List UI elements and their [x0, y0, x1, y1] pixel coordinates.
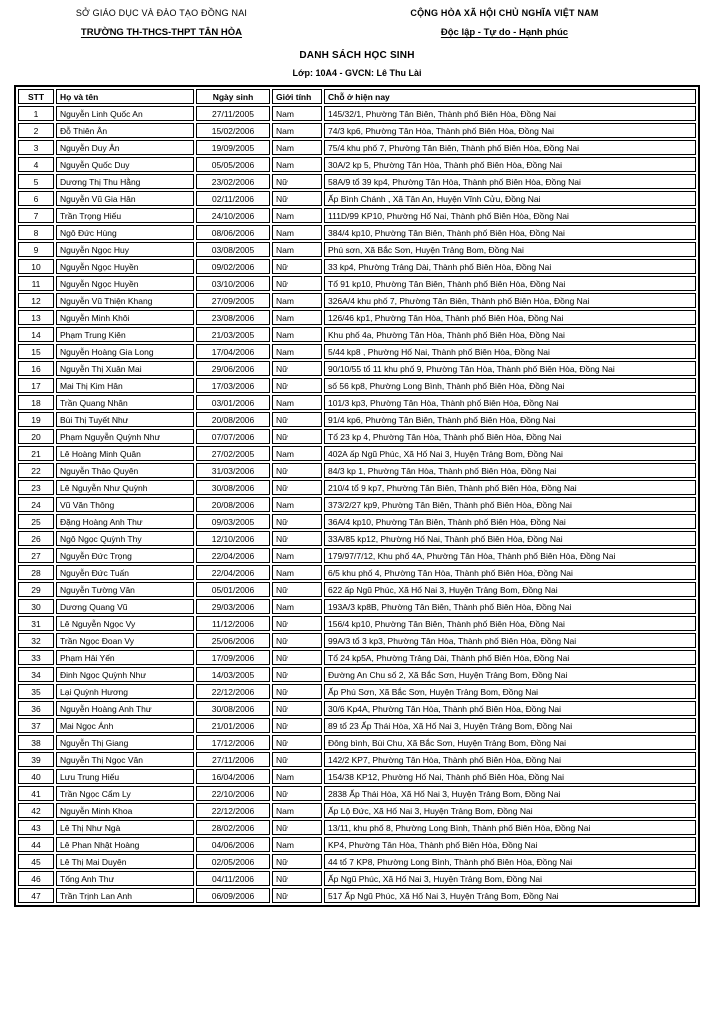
cell-dob: 04/11/2006 — [196, 871, 270, 886]
cell-address: 58A/9 tổ 39 kp4, Phường Tân Hòa, Thành phố Biên Hòa, Đồng Nai — [324, 174, 696, 189]
cell-address: 154/38 KP12, Phường Hố Nai, Thành phố Biên Hòa, Đồng Nai — [324, 769, 696, 784]
cell-name: Nguyễn Vũ Gia Hân — [56, 191, 194, 206]
cell-address: 2838 Ấp Thái Hòa, Xã Hố Nai 3, Huyện Trảng Bom, Đồng Nai — [324, 786, 696, 801]
table-row — [18, 888, 696, 903]
cell-stt: 6 — [18, 191, 54, 206]
cell-gender: Nữ — [272, 480, 322, 495]
cell-address: Đông bình, Bùi Chu, Xã Bắc Sơn, Huyện Trảng Bom, Đồng Nai — [324, 735, 696, 750]
table-row — [18, 786, 696, 801]
column-header-gender: Giới tính — [272, 89, 322, 104]
cell-dob: 20/08/2006 — [196, 412, 270, 427]
cell-dob: 29/03/2006 — [196, 599, 270, 614]
cell-gender: Nam — [272, 225, 322, 240]
cell-name: Ngô Ngọc Quỳnh Thy — [56, 531, 194, 546]
cell-address: 13/11, khu phố 8, Phường Long Bình, Thành phố Biên Hòa, Đồng Nai — [324, 820, 696, 835]
cell-address: 5/44 kp8 , Phường Hố Nai, Thành phố Biên Hòa, Đồng Nai — [324, 344, 696, 359]
cell-gender: Nam — [272, 769, 322, 784]
cell-name: Đặng Hoàng Anh Thư — [56, 514, 194, 529]
cell-dob: 22/12/2006 — [196, 803, 270, 818]
cell-address: 111D/99 KP10, Phường Hố Nai, Thành phố Biên Hòa, Đồng Nai — [324, 208, 696, 223]
cell-gender: Nam — [272, 242, 322, 257]
cell-gender: Nam — [272, 837, 322, 852]
cell-address: Ấp Phú Sơn, Xã Bắc Sơn, Huyện Trảng Bom, Đồng Nai — [324, 684, 696, 699]
cell-stt: 10 — [18, 259, 54, 274]
cell-name: Nguyễn Duy Ân — [56, 140, 194, 155]
table-row — [18, 718, 696, 733]
cell-dob: 02/11/2006 — [196, 191, 270, 206]
cell-stt: 23 — [18, 480, 54, 495]
cell-dob: 19/09/2005 — [196, 140, 270, 155]
table-row — [18, 378, 696, 393]
cell-stt: 21 — [18, 446, 54, 461]
column-header-name: Họ và tên — [56, 89, 194, 104]
cell-dob: 12/10/2006 — [196, 531, 270, 546]
table-row — [18, 599, 696, 614]
letterhead — [14, 8, 700, 38]
cell-address: 99A/3 tổ 3 kp3, Phường Tân Hòa, Thành phố Biên Hòa, Đồng Nai — [324, 633, 696, 648]
cell-address: 91/4 kp6, Phường Tân Biên, Thành phố Biên Hòa, Đồng Nai — [324, 412, 696, 427]
national-motto-line1: CỘNG HÒA XÃ HỘI CHỦ NGHĨA VIỆT NAM — [410, 8, 599, 18]
cell-address: 156/4 kp10, Phường Tân Biên, Thành phố Biên Hòa, Đồng Nai — [324, 616, 696, 631]
cell-address: 89 tổ 23 Ấp Thái Hòa, Xã Hố Nai 3, Huyện Trảng Bom, Đồng Nai — [324, 718, 696, 733]
cell-gender: Nữ — [272, 701, 322, 716]
cell-stt: 18 — [18, 395, 54, 410]
page-title: DANH SÁCH HỌC SINH — [299, 50, 415, 61]
cell-address: 517 Ấp Ngũ Phúc, Xã Hố Nai 3, Huyện Trảng Bom, Đồng Nai — [324, 888, 696, 903]
department-name: SỞ GIÁO DỤC VÀ ĐÀO TẠO ĐỒNG NAI — [75, 8, 248, 18]
cell-stt: 16 — [18, 361, 54, 376]
table-row — [18, 174, 696, 189]
cell-address: 101/3 kp3, Phường Tân Hòa, Thành phố Biên Hòa, Đồng Nai — [324, 395, 696, 410]
cell-stt: 39 — [18, 752, 54, 767]
table-row — [18, 803, 696, 818]
table-row — [18, 871, 696, 886]
cell-stt: 45 — [18, 854, 54, 869]
cell-name: Lê Hoàng Minh Quân — [56, 446, 194, 461]
cell-stt: 34 — [18, 667, 54, 682]
cell-name: Lê Nguyễn Như Quỳnh — [56, 480, 194, 495]
cell-name: Nguyễn Hoàng Anh Thư — [56, 701, 194, 716]
table-row — [18, 123, 696, 138]
cell-dob: 08/06/2006 — [196, 225, 270, 240]
cell-name: Nguyễn Vũ Thiện Khang — [56, 293, 194, 308]
table-header-row — [18, 89, 696, 104]
cell-address: 142/2 KP7, Phường Tân Hòa, Thành phố Biên Hòa, Đồng Nai — [324, 752, 696, 767]
cell-dob: 27/02/2005 — [196, 446, 270, 461]
national-motto-line2: Độc lập - Tự do - Hạnh phúc — [440, 27, 569, 38]
cell-address: 33 kp4, Phường Trảng Dài, Thành phố Biên Hòa, Đồng Nai — [324, 259, 696, 274]
cell-gender: Nam — [272, 140, 322, 155]
table-row — [18, 293, 696, 308]
cell-stt: 14 — [18, 327, 54, 342]
cell-address: 44 tổ 7 KP8, Phường Long Bình, Thành phố Biên Hòa, Đồng Nai — [324, 854, 696, 869]
cell-address: 6/5 khu phố 4, Phường Tân Hòa, Thành phố Biên Hòa, Đồng Nai — [324, 565, 696, 580]
table-row — [18, 106, 696, 121]
cell-gender: Nữ — [272, 463, 322, 478]
cell-address: 90/10/55 tổ 11 khu phố 9, Phường Tân Hòa, Thành phố Biên Hòa, Đồng Nai — [324, 361, 696, 376]
cell-stt: 28 — [18, 565, 54, 580]
cell-name: Trần Ngọc Đoan Vy — [56, 633, 194, 648]
cell-dob: 03/01/2006 — [196, 395, 270, 410]
cell-gender: Nữ — [272, 684, 322, 699]
school-name: TRƯỜNG TH-THCS-THPT TÂN HÒA — [80, 27, 243, 38]
cell-gender: Nữ — [272, 276, 322, 291]
cell-name: Trần Ngọc Cẩm Ly — [56, 786, 194, 801]
table-row — [18, 565, 696, 580]
cell-stt: 30 — [18, 599, 54, 614]
table-row — [18, 531, 696, 546]
cell-stt: 4 — [18, 157, 54, 172]
cell-dob: 22/04/2006 — [196, 548, 270, 563]
cell-gender: Nữ — [272, 412, 322, 427]
cell-gender: Nam — [272, 157, 322, 172]
cell-name: Nguyễn Ngọc Huyền — [56, 276, 194, 291]
cell-name: Nguyễn Tường Vân — [56, 582, 194, 597]
cell-name: Nguyễn Thị Ngọc Vân — [56, 752, 194, 767]
cell-dob: 28/02/2006 — [196, 820, 270, 835]
table-row — [18, 429, 696, 444]
cell-address: Ấp Ngũ Phúc, Xã Hố Nai 3, Huyện Trảng Bom, Đồng Nai — [324, 871, 696, 886]
cell-dob: 17/09/2006 — [196, 650, 270, 665]
cell-name: Nguyễn Đức Tuấn — [56, 565, 194, 580]
cell-stt: 8 — [18, 225, 54, 240]
cell-name: Dương Thị Thu Hằng — [56, 174, 194, 189]
cell-address: 179/97/7/12, Khu phố 4A, Phường Tân Hòa, Thành phố Biên Hòa, Đồng Nai — [324, 548, 696, 563]
cell-name: Lê Phan Nhật Hoàng — [56, 837, 194, 852]
cell-gender: Nữ — [272, 718, 322, 733]
table-row — [18, 854, 696, 869]
table-row — [18, 650, 696, 665]
cell-dob: 21/03/2005 — [196, 327, 270, 342]
cell-dob: 22/12/2006 — [196, 684, 270, 699]
student-table-body — [18, 106, 696, 903]
cell-stt: 7 — [18, 208, 54, 223]
cell-address: 210/4 tổ 9 kp7, Phường Tân Biên, Thành phố Biên Hòa, Đồng Nai — [324, 480, 696, 495]
cell-name: Tống Anh Thư — [56, 871, 194, 886]
table-row — [18, 208, 696, 223]
cell-gender: Nữ — [272, 531, 322, 546]
student-table — [14, 85, 700, 907]
cell-dob: 04/06/2006 — [196, 837, 270, 852]
cell-gender: Nữ — [272, 871, 322, 886]
cell-gender: Nữ — [272, 378, 322, 393]
cell-name: Vũ Văn Thông — [56, 497, 194, 512]
cell-dob: 31/03/2006 — [196, 463, 270, 478]
cell-dob: 02/05/2006 — [196, 854, 270, 869]
table-row — [18, 582, 696, 597]
cell-dob: 27/11/2006 — [196, 752, 270, 767]
cell-name: Dương Quang Vũ — [56, 599, 194, 614]
cell-dob: 27/11/2005 — [196, 106, 270, 121]
class-subtitle: Lớp: 10A4 - GVCN: Lê Thu Lài — [292, 68, 422, 78]
cell-dob: 21/01/2006 — [196, 718, 270, 733]
table-row — [18, 548, 696, 563]
cell-name: Nguyễn Minh Khoa — [56, 803, 194, 818]
cell-stt: 29 — [18, 582, 54, 597]
cell-address: Ấp Bình Chánh , Xã Tân An, Huyện Vĩnh Cửu, Đồng Nai — [324, 191, 696, 206]
cell-name: Lưu Trung Hiếu — [56, 769, 194, 784]
cell-gender: Nữ — [272, 633, 322, 648]
cell-stt: 25 — [18, 514, 54, 529]
cell-address: 33A/85 kp12, Phường Hố Nai, Thành phố Biên Hòa, Đồng Nai — [324, 531, 696, 546]
cell-address: 193A/3 kp8B, Phường Tân Biên, Thành phố Biên Hòa, Đồng Nai — [324, 599, 696, 614]
cell-stt: 3 — [18, 140, 54, 155]
cell-stt: 9 — [18, 242, 54, 257]
cell-name: Nguyễn Ngọc Huy — [56, 242, 194, 257]
cell-gender: Nam — [272, 548, 322, 563]
table-row — [18, 140, 696, 155]
cell-address: Tổ 91 kp10, Phường Tân Biên, Thành phố Biên Hòa, Đồng Nai — [324, 276, 696, 291]
cell-address: Ấp Lộ Đức, Xã Hố Nai 3, Huyện Trảng Bom, Đồng Nai — [324, 803, 696, 818]
cell-name: Lê Nguyễn Ngọc Vy — [56, 616, 194, 631]
cell-dob: 05/01/2006 — [196, 582, 270, 597]
cell-stt: 32 — [18, 633, 54, 648]
cell-address: 30A/2 kp 5, Phường Tân Hòa, Thành phố Biên Hòa, Đồng Nai — [324, 157, 696, 172]
table-row — [18, 310, 696, 325]
cell-name: Ngô Đức Hùng — [56, 225, 194, 240]
cell-stt: 13 — [18, 310, 54, 325]
cell-dob: 27/09/2005 — [196, 293, 270, 308]
cell-name: Phạm Trung Kiên — [56, 327, 194, 342]
cell-name: Lại Quỳnh Hương — [56, 684, 194, 699]
cell-stt: 24 — [18, 497, 54, 512]
cell-gender: Nam — [272, 565, 322, 580]
cell-stt: 22 — [18, 463, 54, 478]
cell-dob: 09/03/2005 — [196, 514, 270, 529]
cell-stt: 36 — [18, 701, 54, 716]
cell-gender: Nữ — [272, 259, 322, 274]
cell-gender: Nam — [272, 344, 322, 359]
cell-address: 402A ấp Ngũ Phúc, Xã Hố Nai 3, Huyện Trảng Bom, Đồng Nai — [324, 446, 696, 461]
cell-gender: Nữ — [272, 752, 322, 767]
letterhead-left — [14, 8, 309, 38]
cell-name: Lê Thị Như Ngà — [56, 820, 194, 835]
cell-name: Phạm Hải Yến — [56, 650, 194, 665]
cell-gender: Nữ — [272, 786, 322, 801]
table-row — [18, 752, 696, 767]
table-row — [18, 191, 696, 206]
cell-name: Nguyễn Linh Quốc An — [56, 106, 194, 121]
cell-gender: Nam — [272, 803, 322, 818]
cell-dob: 30/08/2006 — [196, 701, 270, 716]
cell-gender: Nữ — [272, 667, 322, 682]
cell-dob: 17/12/2006 — [196, 735, 270, 750]
table-row — [18, 701, 696, 716]
cell-address: 30/6 Kp4A, Phường Tân Hòa, Thành phố Biên Hòa, Đồng Nai — [324, 701, 696, 716]
cell-dob: 29/06/2006 — [196, 361, 270, 376]
cell-stt: 46 — [18, 871, 54, 886]
cell-gender: Nữ — [272, 854, 322, 869]
cell-name: Đinh Ngọc Quỳnh Như — [56, 667, 194, 682]
cell-dob: 22/10/2006 — [196, 786, 270, 801]
cell-address: Tổ 24 kp5A, Phường Trảng Dài, Thành phố Biên Hòa, Đồng Nai — [324, 650, 696, 665]
cell-stt: 17 — [18, 378, 54, 393]
table-row — [18, 837, 696, 852]
cell-gender: Nam — [272, 599, 322, 614]
column-header-address: Chỗ ở hiện nay — [324, 89, 696, 104]
cell-stt: 11 — [18, 276, 54, 291]
cell-name: Nguyễn Minh Khôi — [56, 310, 194, 325]
cell-gender: Nam — [272, 497, 322, 512]
cell-stt: 37 — [18, 718, 54, 733]
cell-name: Nguyễn Hoàng Gia Long — [56, 344, 194, 359]
cell-stt: 43 — [18, 820, 54, 835]
cell-dob: 16/04/2006 — [196, 769, 270, 784]
table-row — [18, 412, 696, 427]
cell-dob: 15/02/2006 — [196, 123, 270, 138]
cell-address: Phú sơn, Xã Bắc Sơn, Huyện Trảng Bom, Đồng Nai — [324, 242, 696, 257]
cell-gender: Nữ — [272, 191, 322, 206]
cell-address: 622 ấp Ngũ Phúc, Xã Hố Nai 3, Huyện Trảng Bom, Đồng Nai — [324, 582, 696, 597]
cell-gender: Nữ — [272, 582, 322, 597]
cell-address: 84/3 kp 1, Phường Tân Hòa, Thành phố Biên Hòa, Đồng Nai — [324, 463, 696, 478]
cell-name: Nguyễn Thị Giang — [56, 735, 194, 750]
cell-gender: Nữ — [272, 735, 322, 750]
cell-dob: 17/04/2006 — [196, 344, 270, 359]
cell-name: Nguyễn Thảo Quyên — [56, 463, 194, 478]
cell-gender: Nam — [272, 208, 322, 223]
cell-address: 373/2/27 kp9, Phường Tân Biên, Thành phố Biên Hòa, Đồng Nai — [324, 497, 696, 512]
cell-address: Khu phố 4a, Phường Tân Hòa, Thành phố Biên Hòa, Đồng Nai — [324, 327, 696, 342]
cell-gender: Nam — [272, 327, 322, 342]
cell-gender: Nữ — [272, 616, 322, 631]
cell-dob: 25/06/2006 — [196, 633, 270, 648]
table-row — [18, 480, 696, 495]
cell-stt: 1 — [18, 106, 54, 121]
cell-gender: Nữ — [272, 888, 322, 903]
cell-name: Mai Thị Kim Hân — [56, 378, 194, 393]
table-row — [18, 276, 696, 291]
cell-name: Phạm Nguyễn Quỳnh Như — [56, 429, 194, 444]
cell-dob: 14/03/2005 — [196, 667, 270, 682]
table-row — [18, 497, 696, 512]
cell-dob: 23/02/2006 — [196, 174, 270, 189]
cell-gender: Nam — [272, 106, 322, 121]
cell-stt: 35 — [18, 684, 54, 699]
cell-dob: 03/10/2006 — [196, 276, 270, 291]
cell-stt: 2 — [18, 123, 54, 138]
cell-stt: 40 — [18, 769, 54, 784]
cell-dob: 07/07/2006 — [196, 429, 270, 444]
cell-address: 126/46 kp1, Phường Tân Hòa, Thành phố Biên Hòa, Đồng Nai — [324, 310, 696, 325]
cell-name: Đỗ Thiên Ân — [56, 123, 194, 138]
cell-address: 145/32/1, Phường Tân Biên, Thành phố Biên Hòa, Đồng Nai — [324, 106, 696, 121]
cell-gender: Nam — [272, 446, 322, 461]
cell-address: KP4, Phường Tân Hòa, Thành phố Biên Hòa, Đồng Nai — [324, 837, 696, 852]
cell-name: Mai Ngọc Ánh — [56, 718, 194, 733]
cell-dob: 22/04/2006 — [196, 565, 270, 580]
cell-stt: 31 — [18, 616, 54, 631]
cell-gender: Nam — [272, 123, 322, 138]
cell-name: Nguyễn Quốc Duy — [56, 157, 194, 172]
cell-stt: 42 — [18, 803, 54, 818]
cell-address: 326A/4 khu phố 7, Phường Tân Biên, Thành phố Biên Hòa, Đồng Nai — [324, 293, 696, 308]
cell-stt: 38 — [18, 735, 54, 750]
cell-stt: 44 — [18, 837, 54, 852]
cell-name: Trần Quang Nhân — [56, 395, 194, 410]
cell-gender: Nữ — [272, 514, 322, 529]
letterhead-right — [309, 8, 700, 38]
cell-stt: 20 — [18, 429, 54, 444]
table-row — [18, 684, 696, 699]
cell-gender: Nữ — [272, 650, 322, 665]
cell-dob: 03/08/2005 — [196, 242, 270, 257]
table-row — [18, 225, 696, 240]
cell-address: 384/4 kp10, Phường Tân Biên, Thành phố Biên Hòa, Đồng Nai — [324, 225, 696, 240]
cell-address: 75/4 khu phố 7, Phường Tân Biên, Thành phố Biên Hòa, Đồng Nai — [324, 140, 696, 155]
cell-stt: 41 — [18, 786, 54, 801]
cell-dob: 06/09/2006 — [196, 888, 270, 903]
cell-name: Trần Trịnh Lan Anh — [56, 888, 194, 903]
table-row — [18, 157, 696, 172]
table-row — [18, 514, 696, 529]
table-row — [18, 769, 696, 784]
cell-gender: Nam — [272, 293, 322, 308]
cell-name: Nguyễn Thị Xuân Mai — [56, 361, 194, 376]
cell-dob: 09/02/2006 — [196, 259, 270, 274]
cell-address: Tổ 23 kp 4, Phường Tân Hòa, Thành phố Biên Hòa, Đồng Nai — [324, 429, 696, 444]
cell-address: số 56 kp8, Phường Long Bình, Thành phố Biên Hòa, Đồng Nai — [324, 378, 696, 393]
cell-dob: 23/08/2006 — [196, 310, 270, 325]
cell-stt: 19 — [18, 412, 54, 427]
table-row — [18, 633, 696, 648]
cell-dob: 30/08/2006 — [196, 480, 270, 495]
cell-name: Bùi Thị Tuyết Như — [56, 412, 194, 427]
table-row — [18, 446, 696, 461]
cell-dob: 05/05/2006 — [196, 157, 270, 172]
cell-dob: 24/10/2006 — [196, 208, 270, 223]
cell-gender: Nam — [272, 310, 322, 325]
cell-gender: Nữ — [272, 361, 322, 376]
cell-stt: 27 — [18, 548, 54, 563]
table-row — [18, 242, 696, 257]
cell-name: Nguyễn Ngọc Huyền — [56, 259, 194, 274]
table-row — [18, 616, 696, 631]
cell-stt: 26 — [18, 531, 54, 546]
table-row — [18, 361, 696, 376]
cell-stt: 47 — [18, 888, 54, 903]
column-header-stt: STT — [18, 89, 54, 104]
cell-dob: 17/03/2006 — [196, 378, 270, 393]
cell-gender: Nữ — [272, 429, 322, 444]
cell-name: Trần Trọng Hiếu — [56, 208, 194, 223]
cell-gender: Nữ — [272, 174, 322, 189]
cell-stt: 5 — [18, 174, 54, 189]
table-row — [18, 259, 696, 274]
cell-address: 36A/4 kp10, Phường Tân Biên, Thành phố Biên Hòa, Đồng Nai — [324, 514, 696, 529]
cell-dob: 20/08/2006 — [196, 497, 270, 512]
cell-name: Lê Thị Mai Duyên — [56, 854, 194, 869]
cell-stt: 15 — [18, 344, 54, 359]
table-row — [18, 820, 696, 835]
table-row — [18, 667, 696, 682]
table-row — [18, 395, 696, 410]
table-row — [18, 463, 696, 478]
cell-address: 74/3 kp6, Phường Tân Hòa, Thành phố Biên Hòa, Đồng Nai — [324, 123, 696, 138]
cell-gender: Nữ — [272, 820, 322, 835]
cell-stt: 12 — [18, 293, 54, 308]
cell-gender: Nam — [272, 395, 322, 410]
table-row — [18, 735, 696, 750]
cell-stt: 33 — [18, 650, 54, 665]
cell-address: Đường An Chu số 2, Xã Bắc Sơn, Huyện Trảng Bom, Đồng Nai — [324, 667, 696, 682]
table-row — [18, 344, 696, 359]
table-row — [18, 327, 696, 342]
cell-dob: 11/12/2006 — [196, 616, 270, 631]
cell-name: Nguyễn Đức Trọng — [56, 548, 194, 563]
column-header-dob: Ngày sinh — [196, 89, 270, 104]
